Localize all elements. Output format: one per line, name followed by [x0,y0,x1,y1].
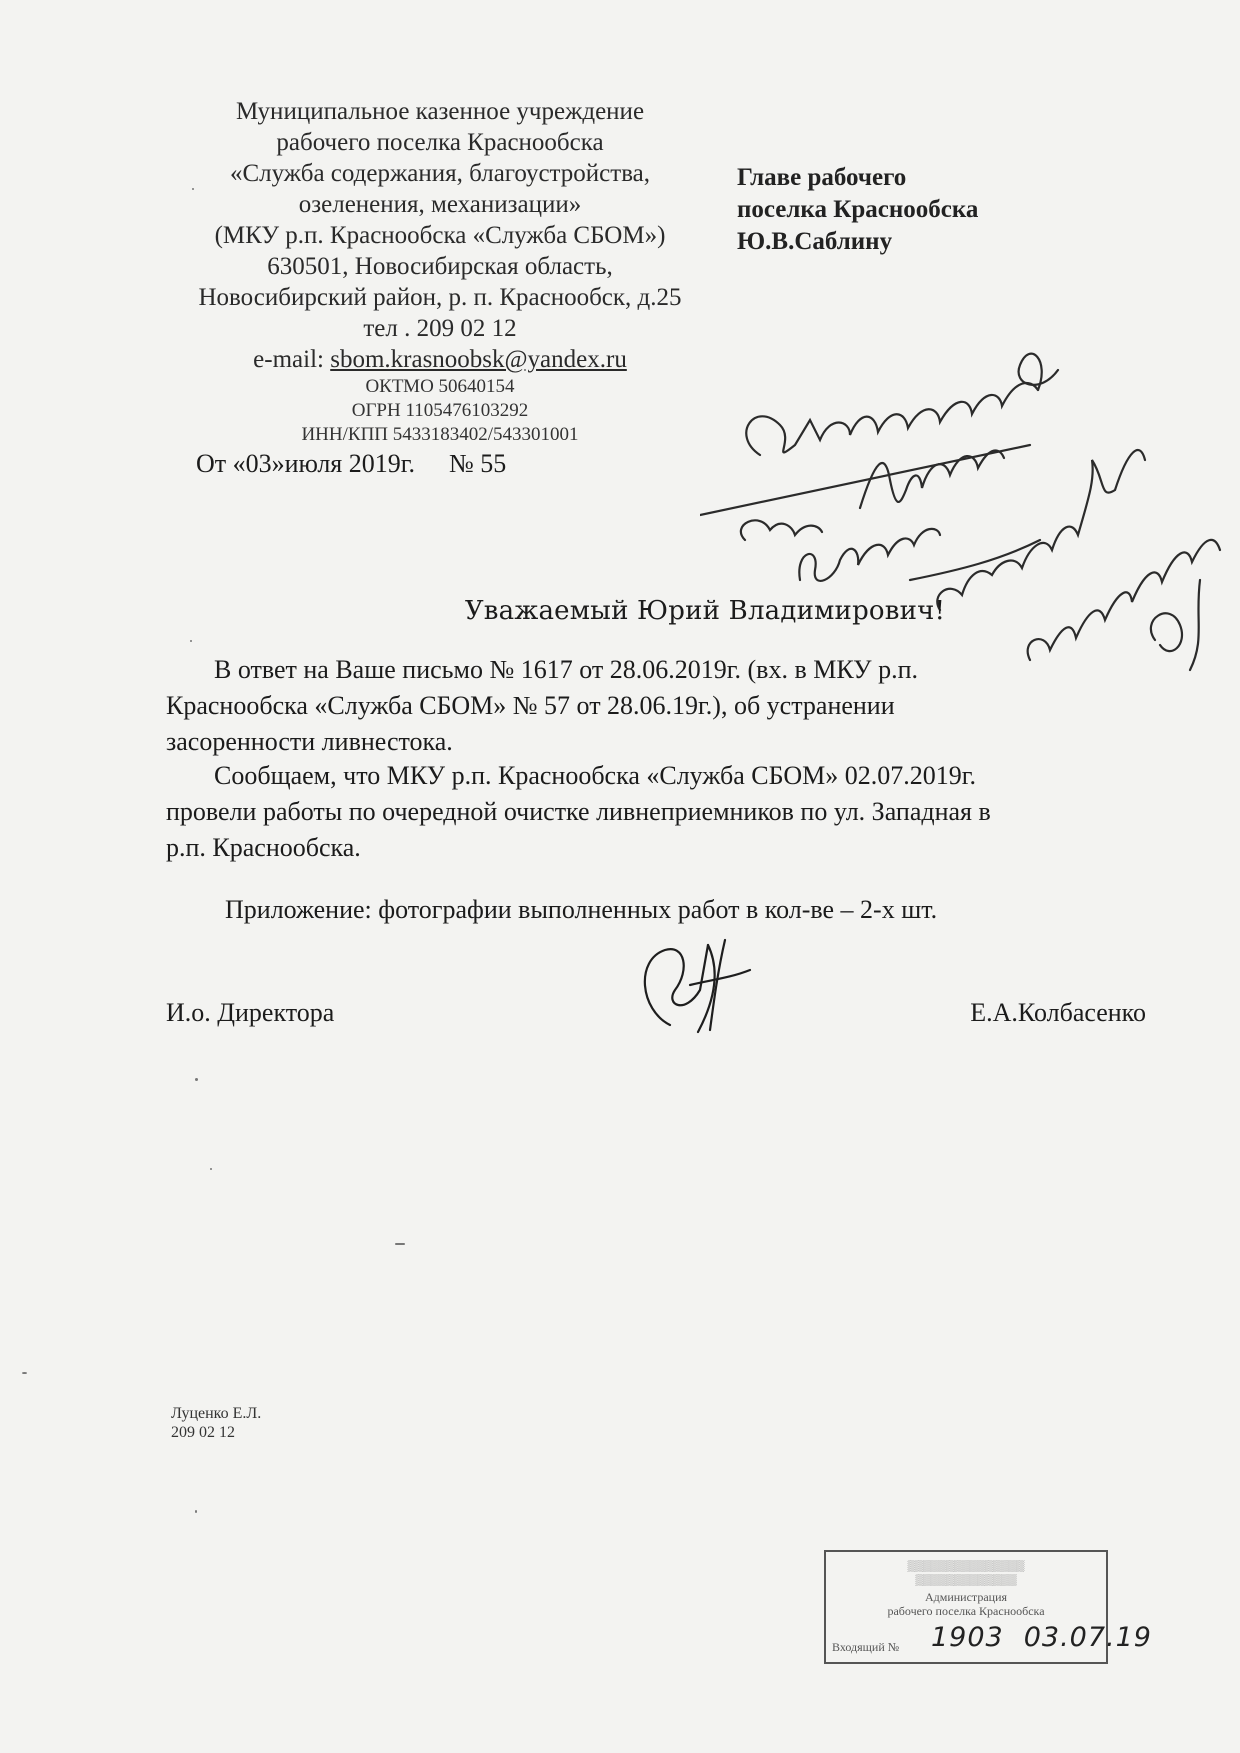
executor-phone: 209 02 12 [171,1424,235,1441]
sender-letterhead [150,96,730,447]
scan-speck [395,1243,405,1245]
sender-email-row [150,344,730,375]
stamp-org-line: рабочего поселка Краснообска [887,1604,1045,1618]
sender-org-line: Муниципальное казенное учреждение [235,98,645,125]
body-line [166,758,1126,794]
body-line [166,652,1126,688]
sender-ogrn: ОГРН 1105476103292 [351,400,529,421]
stamp-org-line: Администрация [924,1590,1008,1604]
sender-oktmo: ОКТМО 50640154 [365,376,515,397]
sender-email-link[interactable]: sbom.krasnoobsk@yandex.ru [330,346,627,373]
sender-address-line: Новосибирский район, р. п. Краснообск, д.25 [198,284,682,311]
scan-speck [192,188,194,190]
executor-name: Луценко Е.Л. [171,1405,262,1422]
stamp-faint-text: ▒▒▒▒▒▒▒▒▒▒▒▒▒▒▒ [907,1560,1025,1572]
stamp-handwritten-entry [931,1622,1151,1653]
addressee-block [737,162,978,258]
stamp-faint-text: ▒▒▒▒▒▒▒▒▒▒▒▒▒ [915,1574,1017,1586]
addressee-line: Главе рабочего [737,164,907,191]
incoming-registration-stamp [824,1550,1152,1664]
sender-org-line: озеленения, механизации» [298,191,582,218]
sender-org-line: рабочего поселка Краснообска [276,129,604,156]
sender-org-line: «Служба содержания, благоустройства, [229,160,651,187]
sender-address-line: 630501, Новосибирская область, [267,253,613,280]
signature-row [166,998,1146,1028]
stamp-reg-date: 03.07.19 [1023,1622,1152,1653]
body-line-text: В ответ на Ваше письмо № 1617 от 28.06.2019г. (вх. в МКУ р.п. [214,655,918,684]
sender-email-label: e-mail: [253,346,331,373]
body-line-text: Сообщаем, что МКУ р.п. Краснообска «Служба СБОМ» 02.07.2019г. [214,761,976,790]
letter-number: № 55 [449,449,507,478]
body-line: провели работы по очередной очистке ливнеприемников по ул. Западная в [166,797,991,826]
handwritten-resolution [700,340,1240,700]
addressee-name: Ю.В.Саблину [737,228,893,255]
sender-phone: тел . 209 02 12 [363,315,517,342]
addressee-line: поселка Краснообска [737,196,979,223]
body-line: засоренности ливнестока. [166,727,453,756]
scan-speck [195,1510,197,1513]
attachment-note: Приложение: фотографии выполненных работ в кол-ве – 2-х шт. [225,895,938,924]
stamp-reg-number: 1903 [931,1622,1004,1653]
scan-speck [190,640,192,642]
signatory-position: И.о. Директора [166,998,335,1027]
stamp-reg-label: Входящий № [832,1640,900,1654]
body-paragraph-2 [166,758,1126,866]
scan-speck [195,1078,198,1081]
executor-info [171,1404,261,1442]
letter-date: От «03»июля 2019г. [196,449,415,478]
signatory-name: Е.А.Колбасенко [970,998,1146,1027]
sender-org-short-name: (МКУ р.п. Краснообска «Служба СБОМ») [214,222,666,249]
body-line: Краснообска «Служба СБОМ» № 57 от 28.06.19г.), об устранении [166,691,895,720]
scan-speck [210,1168,212,1170]
body-line: р.п. Краснообска. [166,833,361,862]
letter-date-number [196,449,506,479]
scan-speck [22,1372,27,1374]
sender-inn-kpp: ИНН/КПП 5433183402/543301001 [301,424,579,445]
greeting: Уважаемый Юрий Владимирович! [464,596,946,626]
body-paragraph-1 [166,652,1126,760]
